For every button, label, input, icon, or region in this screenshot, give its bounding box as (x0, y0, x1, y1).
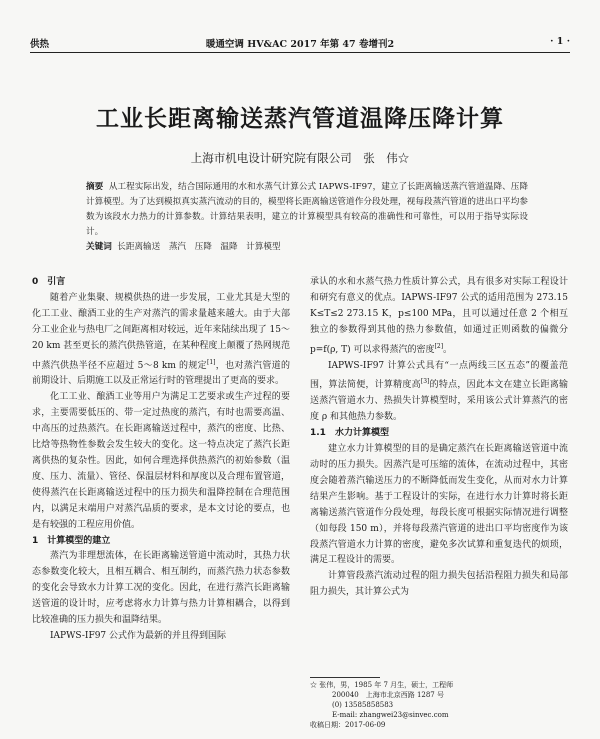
keywords-label: 关键词 (86, 242, 112, 252)
left-column (32, 275, 290, 645)
abstract-text: 从工程实际出发，结合国际通用的水和水蒸气计算公式 IAPWS-IF97，建立了长距离输送蒸汽管道温降、压降计算模型。为了达到模拟真实蒸汽流动的目的，模型将长距离输送管道作分段处理，视每段蒸汽管道的进出口平均参数为该段水力热力的计算参数。计算结果表明，建立的计算模型具有较高的准确性和可靠性，可以用于指导实际设计。 (86, 182, 528, 237)
paragraph: 建立水力计算模型的目的是确定蒸汽在长距离输送管道中流动时的压力损失。因蒸汽是可压缩的流体，在流动过程中，其密度会随着蒸汽输送压力的不断降低而发生变化，从而对水力计算结果产生影响。基于工程设计的实际，在进行水力计算时将长距离输送蒸汽管道作分段处理，每段长度可根据实际情况进行调整（如每段 150 m），并将每段蒸汽管道的进出口平均密度作为该段蒸汽管道水力计算的密度，避免多次试算和重复迭代的烦琐，满足工程设计的需要。 (310, 444, 568, 566)
footnote-line: ☆ 张伟，男，1985 年 7 月生，硕士，工程师 (310, 681, 454, 689)
section-heading-hydraulic: 1.1 水力计算模型 (310, 428, 389, 439)
footnote-rule (310, 677, 380, 678)
author-line: 上海市机电设计研究院有限公司 张 伟☆ (190, 151, 410, 165)
author-footnote (310, 680, 570, 730)
footnote-line: E-mail: zhangwei23@sinvec.com (332, 711, 449, 719)
abstract-label: 摘要 (86, 182, 104, 192)
citation-ref: [3] (420, 378, 430, 386)
paragraph: 随着产业集聚、规模供热的进一步发展，工业尤其是大型的化工工业、酿酒工业的生产对蒸汽的需求量越来越大。由于大部分工业企业与热电厂之间距离相对较远，近年来陆续出现了 15～20 km 甚至更长的蒸汽供热管道，在某种程度上颠覆了热网规范中蒸汽供热半径不应超过 5～8 km 的规定[1]，也对蒸汽管道的前期设计、后期施工以及正常运行时的管理提出了更高的要求。 (32, 292, 290, 387)
footnote-line: (0) 13585858583 (332, 701, 394, 709)
paragraph: 蒸汽为非理想流体，在长距离输送管道中流动时，其热力状态参数变化较大，且相互耦合、相互制约，而蒸汽热力状态参数的变化会导致水力计算工况的变化。因此，在进行蒸汽长距离输送管道的设计时，应考虑将水力计算与热力计算相耦合，以得到比较准确的压力损失和温降结果。 (32, 551, 290, 626)
section-heading-model: 1 计算模型的建立 (32, 535, 111, 546)
right-column (310, 275, 568, 601)
footnote-line: 收稿日期：2017-06-09 (310, 721, 386, 729)
paragraph: IAPWS-IF97 公式作为最新的并且得到国际 (50, 630, 227, 641)
header-journal: 暖通空调 HV&AC 2017 年第 47 卷增刊2 (205, 39, 395, 50)
header-rule (30, 52, 570, 53)
abstract-block (86, 180, 528, 255)
paragraph: 计算管段蒸汽流动过程的阻力损失包括沿程阻力损失和局部阻力损失，其计算公式为 (310, 571, 568, 598)
running-header (30, 36, 570, 50)
footnote-line: 200040 上海市北京西路 1287 号 (332, 691, 444, 699)
citation-ref: [1] (206, 358, 216, 366)
paragraph: 承认的水和水蒸气热力性质计算公式，具有很多对实际工程设计和研究有意义的优点。IAPWS-IF97 公式的适用范围为 273.15 K≤T≤2 273.15 K，p≤100 MPa，且可以通过任意 2 个相互独立的参数得到其他的热力参数值，如通过正则函数的偏微分 p=f(ρ, T) 可以求得蒸汽的密度[2]。 (310, 277, 568, 355)
header-page-number: · 1 · (550, 36, 570, 47)
citation-ref: [2] (434, 342, 444, 350)
paragraph: 化工工业、酿酒工业等用户为满足工艺要求或生产过程的要求，主要需要低压的、带一定过热度的蒸汽，有时也需要高温、中高压的过热蒸汽。在长距离输送过程中，蒸汽的密度、比热、比焓等热物性参数会发生较大的变化。这一特点决定了蒸汽长距离供热的复杂性。因此，如何合理选择供热蒸汽的初始参数（温度、压力、流量）、管径、保温层材料和厚度以及合理布置管道，使得蒸汽在长距离输送过程中的压力损失和温降控制在合理范围内，以满足末端用户对蒸汽品质的要求，是本文讨论的要点，也是有较强的工程应用价值。 (32, 392, 290, 530)
paper-title: 工业长距离输送蒸汽管道温降压降计算 (96, 106, 504, 132)
section-heading-intro: 0 引言 (32, 277, 66, 287)
keywords-text: 长距离输送 蒸汽 压降 温降 计算模型 (117, 242, 281, 252)
paragraph: IAPWS-IF97 计算公式具有“一点两线三区五态”的覆盖范围，算法简便，计算精度高[3]的特点，因此本文在建立长距离输送蒸汽管道水力、热损失计算模型时，采用该公式计算蒸汽的密度 ρ 和其他热力参数。 (310, 360, 568, 423)
header-section: 供热 (30, 39, 50, 50)
